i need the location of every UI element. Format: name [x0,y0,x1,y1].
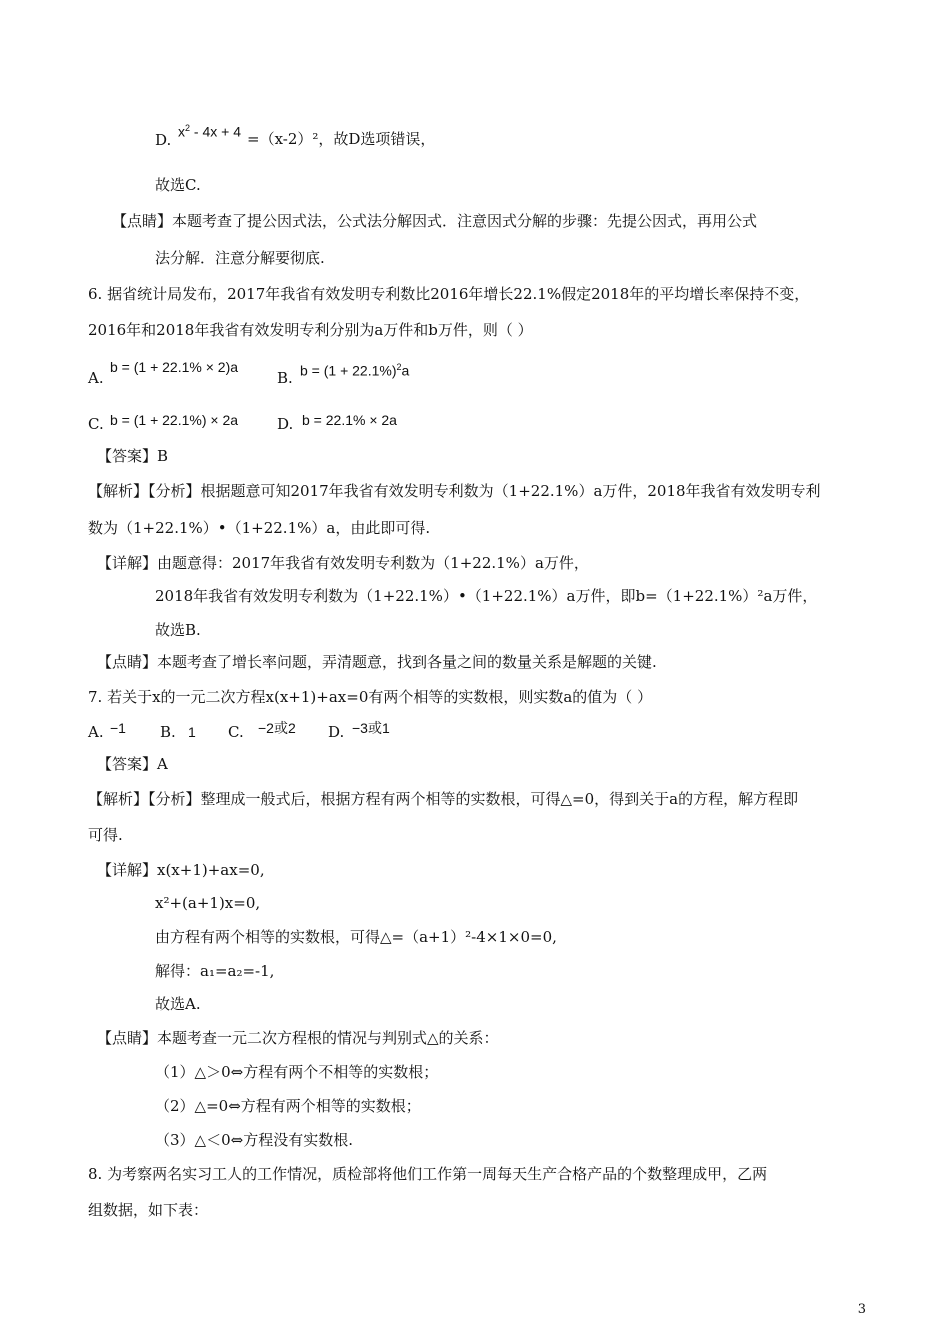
q7-detail-line-3: 由方程有两个相等的实数根，可得△=（a+1）²-4×1×0=0, [155,928,557,946]
q8-stem-line-2: 组数据，如下表： [88,1201,209,1219]
q7-option-a-label: A. [88,723,104,741]
q6-option-d: b = 22.1% × 2a [302,412,397,428]
q7-detail-line-1: 【详解】x(x+1)+ax=0, [97,861,265,879]
q5-option-d-conclusion: =（x-2）²，故D选项错误， [247,130,436,148]
q6-option-d-label: D. [277,415,294,433]
q7-option-a: −1 [110,720,126,736]
q7-analysis-line-2: 可得. [88,826,123,844]
q6-stem-line-1: 6. 据省统计局发布，2017年我省有效发明专利数比2016年增长22.1%假定2018年的平均增长率保持不变， [88,285,810,303]
q5-choose: 故选C. [155,176,201,194]
q8-stem-line-1: 8. 为考察两名实习工人的工作情况，质检部将他们工作第一周每天生产合格产品的个数整理成甲，乙两 [88,1165,768,1183]
q6-detail-line-3: 故选B. [155,621,201,639]
q5-option-d-label: D. [155,131,172,149]
q7-analysis-line-1: 【解析】【分析】整理成一般式后，根据方程有两个相等的实数根，可得△=0，得到关于a的方程，解方程即 [88,790,799,808]
q6-option-c: b = (1 + 22.1%) × 2a [110,412,239,428]
q7-option-d-label: D. [328,723,345,741]
q7-option-b-label: B. [160,723,176,741]
q6-detail-line-1: 【详解】由题意得：2017年我省有效发明专利数为（1+22.1%）a万件， [97,554,589,572]
q5-comment-line-1: 【点睛】本题考查了提公因式法，公式法分解因式．注意因式分解的步骤：先提公因式，再用公式 [112,212,758,230]
q7-stem: 7. 若关于x的一元二次方程x(x+1)+ax=0有两个相等的实数根，则实数a的值为（ ） [88,688,653,706]
q7-detail-line-4: 解得：a₁=a₂=-1, [155,962,275,980]
q7-comment: 【点睛】本题考查一元二次方程根的情况与判别式△的关系： [97,1029,499,1047]
q6-answer: 【答案】B [97,447,169,465]
q5-comment-line-2: 法分解．注意分解要彻底. [155,249,325,267]
q6-option-a: b = (1 + 22.1% × 2)a [110,359,239,375]
q6-analysis-line-2: 数为（1+22.1%）•（1+22.1%）a，由此即可得. [88,519,431,537]
q7-detail-line-5: 故选A. [155,995,201,1013]
q6-option-c-label: C. [88,415,104,433]
q5-option-d-expression: $x^2 - 4x + 4$ [178,123,241,140]
q6-option-b-label: B. [277,369,293,387]
q6-analysis-line-1: 【解析】【分析】根据题意可知2017年我省有效发明专利数为（1+22.1%）a万件，2018年我省有效发明专利 [88,482,821,500]
q6-option-b: $b = (1 + 22.1\%)^2a$ [300,362,410,379]
q7-option-d: −3或1 [352,720,390,736]
q7-answer: 【答案】A [97,755,168,773]
q6-stem-line-2: 2016年和2018年我省有效发明专利分别为a万件和b万件，则（ ） [88,321,533,339]
q6-detail-line-2: 2018年我省有效发明专利数为（1+22.1%）•（1+22.1%）a万件，即b=（1+22.1%）²a万件， [155,587,818,605]
q7-rule-3: （3）△＜0⇔方程没有实数根. [155,1131,353,1149]
q7-rule-2: （2）△=0⇔方程有两个相等的实数根； [155,1097,421,1115]
page-number: 3 [857,1302,866,1317]
q7-option-c-label: C. [228,723,244,741]
q7-detail-line-2: x²+(a+1)x=0, [155,894,261,912]
q7-rule-1: （1）△＞0⇔方程有两个不相等的实数根； [155,1063,439,1081]
q7-option-b: 1 [188,724,196,740]
q6-comment: 【点睛】本题考查了增长率问题，弄清题意，找到各量之间的数量关系是解题的关键. [97,653,657,671]
q7-option-c: −2或2 [258,720,296,736]
q6-option-a-label: A. [88,369,104,387]
